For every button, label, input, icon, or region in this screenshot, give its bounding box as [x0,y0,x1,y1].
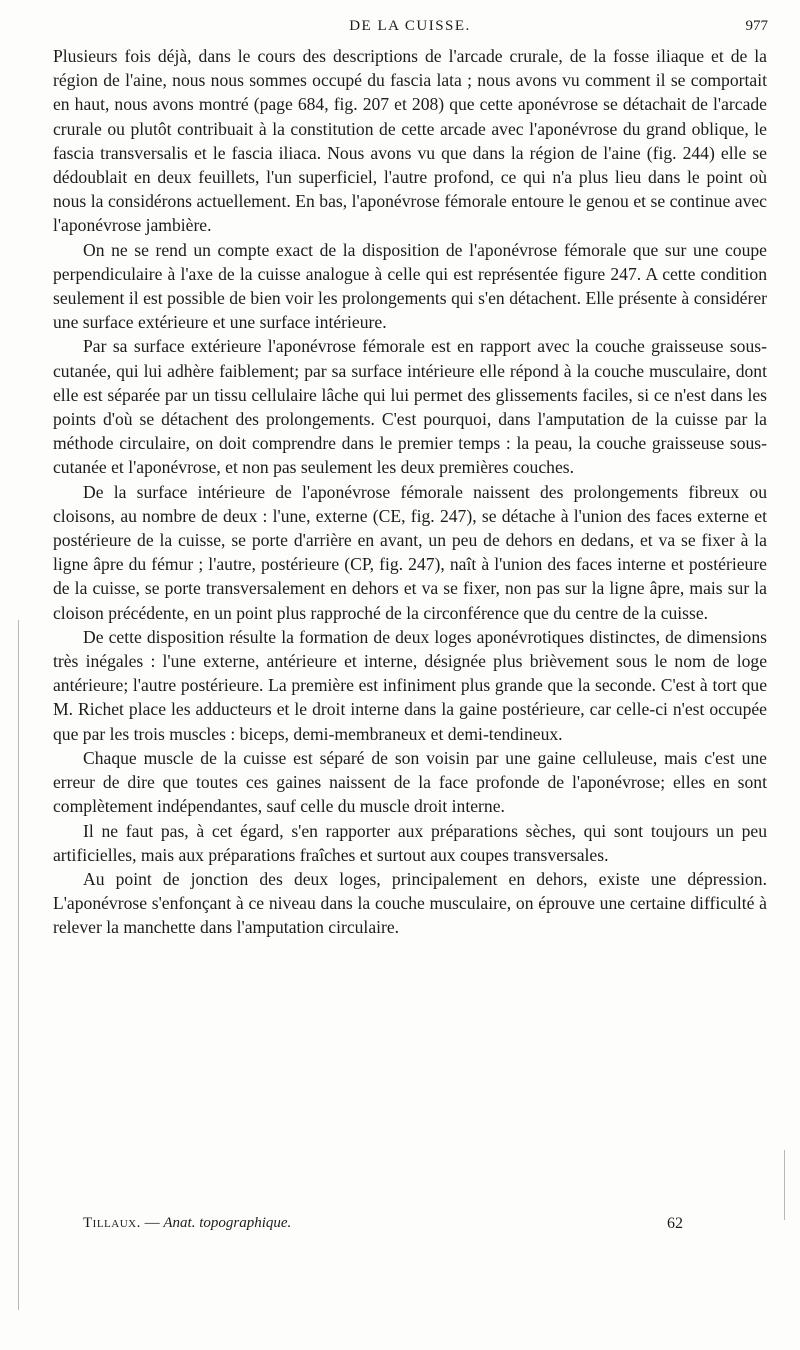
running-head [52,18,768,38]
page-number: 977 [745,18,768,34]
footer-separator: — [140,1215,164,1231]
paragraph: Plusieurs fois déjà, dans le cours des descriptions de l'arcade crurale, de la fosse iliaque et de la région de l'aine, nous nous sommes occupé du fascia lata ; nous avons vu comment il se comportait en haut, nous avons montré (page 684, fig. 207 et 208) que cette aponévrose se détachait de l'arcade crurale ou plutôt contribuait à la constitution de cette arcade avec l'aponévrose du grand oblique, le fascia transversalis et le fascia iliaca. Nous avons vu que dans la région de l'aine (fig. 244) elle se dédoublait en deux feuillets, l'un superficiel, l'autre profond, ce qui n'a plus lieu dans le point où nous la considérons actuellement. En bas, l'aponévrose fémorale entoure le genou et se continue avec l'aponévrose jambière. [53,46,767,236]
paragraph: On ne se rend un compte exact de la disposition de l'aponévrose fémorale que sur une coupe perpendiculaire à l'axe de la cuisse analogue à celle qui est représentée figure 247. A cette condition seulement il est possible de bien voir les prolongements qui s'en détachent. Elle présente à considérer une surface extérieure et une surface intérieure. [53,239,767,333]
running-head-title: DE LA CUISSE. [349,18,471,34]
page-footer [83,1215,683,1237]
body-text [53,44,767,940]
paragraph: De cette disposition résulte la formation de deux loges aponévrotiques distinctes, de dimensions très inégales : l'une externe, antérieure et interne, désignée plus brièvement sous le nom de loge antérieure; l'autre postérieure. La première est infiniment plus grande que la seconde. C'est à tort que M. Richet place les adducteurs et le droit interne dans la gaine postérieure, car celle-ci n'est occupée que par les trois muscles : biceps, demi-membraneux et demi-tendineux. [53,626,767,744]
footer-author: Tillaux. [83,1215,141,1231]
paragraph: Chaque muscle de la cuisse est séparé de son voisin par une gaine celluleuse, mais c'est une erreur de dire que toutes ces gaines naissent de la face profonde de l'aponévrose; elles en sont complètement indépendantes, sauf celle du muscle droit interne. [53,747,767,817]
footer-book-title: Anat. topographique. [163,1215,292,1231]
scan-edge-line [18,620,19,1310]
paragraph: Au point de jonction des deux loges, principalement en dehors, existe une dépression. L'aponévrose s'enfonçant à ce niveau dans la couche musculaire, on éprouve une certaine difficulté à relever la manchette dans l'amputation circulaire. [53,868,767,938]
paragraph: De la surface intérieure de l'aponévrose fémorale naissent des prolongements fibreux ou cloisons, au nombre de deux : l'une, externe (CE, fig. 247), se détache à l'union des faces externe et postérieure de la cuisse, se porte d'arrière en avant, un peu de dehors en dedans, et va se fixer à la ligne âpre du fémur ; l'autre, postérieure (CP, fig. 247), naît à l'union des faces interne et postérieure de la cuisse, se porte transversalement en dehors et va se fixer, non pas sur la ligne âpre, mais sur la cloison précédente, en un point plus rapproché de la circonférence que du centre de la cuisse. [53,481,767,623]
signature-mark: 62 [667,1215,683,1232]
paragraph: Il ne faut pas, à cet égard, s'en rapporter aux préparations sèches, qui sont toujours un peu artificielles, mais aux préparations fraîches et surtout aux coupes transversales. [53,820,767,865]
scan-edge-line [784,1150,785,1220]
paragraph: Par sa surface extérieure l'aponévrose fémorale est en rapport avec la couche graisseuse sous-cutanée, qui lui adhère faiblement; par sa surface intérieure elle répond à la couche musculaire, dont elle est séparée par un tissu cellulaire lâche qui lui permet des glissements faciles, si ce n'est dans les points d'où se détachent des prolongements. C'est pourquoi, dans l'amputation de la cuisse par la méthode circulaire, on doit comprendre dans le premier temps : la peau, la couche graisseuse sous-cutanée et l'aponévrose, et non pas seulement les deux premières couches. [53,336,767,478]
